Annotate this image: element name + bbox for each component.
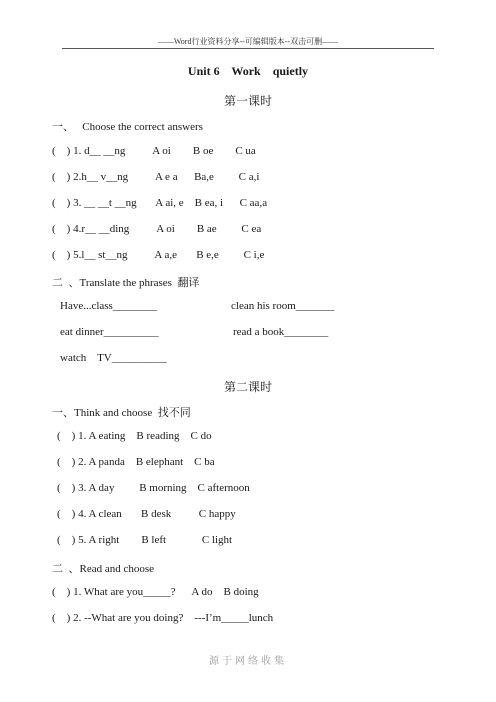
question-line: ( ) 5. A right B left C light (57, 534, 233, 546)
question-line: ( ) 2. --What are you doing? ---I’m_____lunch (52, 612, 274, 624)
question-line: ( ) 3. __ __t __ng A ai, e B ea, i C aa,a (52, 197, 268, 209)
question-line: ( ) 4.r__ __ding A oi B ae C ea (52, 223, 262, 235)
question-line: ( ) 2. A panda B elephant C ba (57, 456, 215, 468)
question-line: ( ) 3. A day B morning C afternoon (57, 482, 250, 494)
question-line: ( ) 1. What are you_____? A do B doing (52, 586, 259, 598)
page-header: ——Word行业资料分享--可编辑版本--双击可删—— (157, 37, 339, 46)
question-line: ( ) 4. A clean B desk C happy (57, 508, 236, 520)
lesson-1-section-2-title: 二 、Translate the phrases 翻译 (52, 277, 200, 289)
phrase-left: Have...class________ (60, 300, 157, 312)
lesson-2-heading: 第二课时 (223, 380, 272, 394)
question-line: ( ) 1. d__ __ng A oi B oe C ua (52, 145, 256, 157)
lesson-1-section-1-title: 一、 Choose the correct answers (52, 121, 203, 133)
lesson-1-heading: 第一课时 (223, 94, 272, 108)
phrase-left: watch TV__________ (60, 352, 167, 364)
phrase-left: eat dinner__________ (60, 326, 159, 338)
lesson-2-section-2-title: 二 、Read and choose (52, 563, 155, 575)
question-line: ( ) 5.l__ st__ng A a,e B e,e C i,e (52, 249, 265, 261)
phrase-right: clean his room_______ (231, 300, 335, 312)
question-line: ( ) 1. A eating B reading C do (57, 430, 212, 442)
phrase-right: read a book________ (233, 326, 329, 338)
unit-title: Unit 6 Work quietly (187, 64, 309, 78)
header-divider (62, 48, 434, 49)
page-footer: 源于网络收集 (209, 656, 287, 667)
question-line: ( ) 2.h__ v__ng A e a Ba,e C a,i (52, 171, 260, 183)
lesson-2-section-1-title: 一、Think and choose 找不同 (52, 407, 191, 419)
